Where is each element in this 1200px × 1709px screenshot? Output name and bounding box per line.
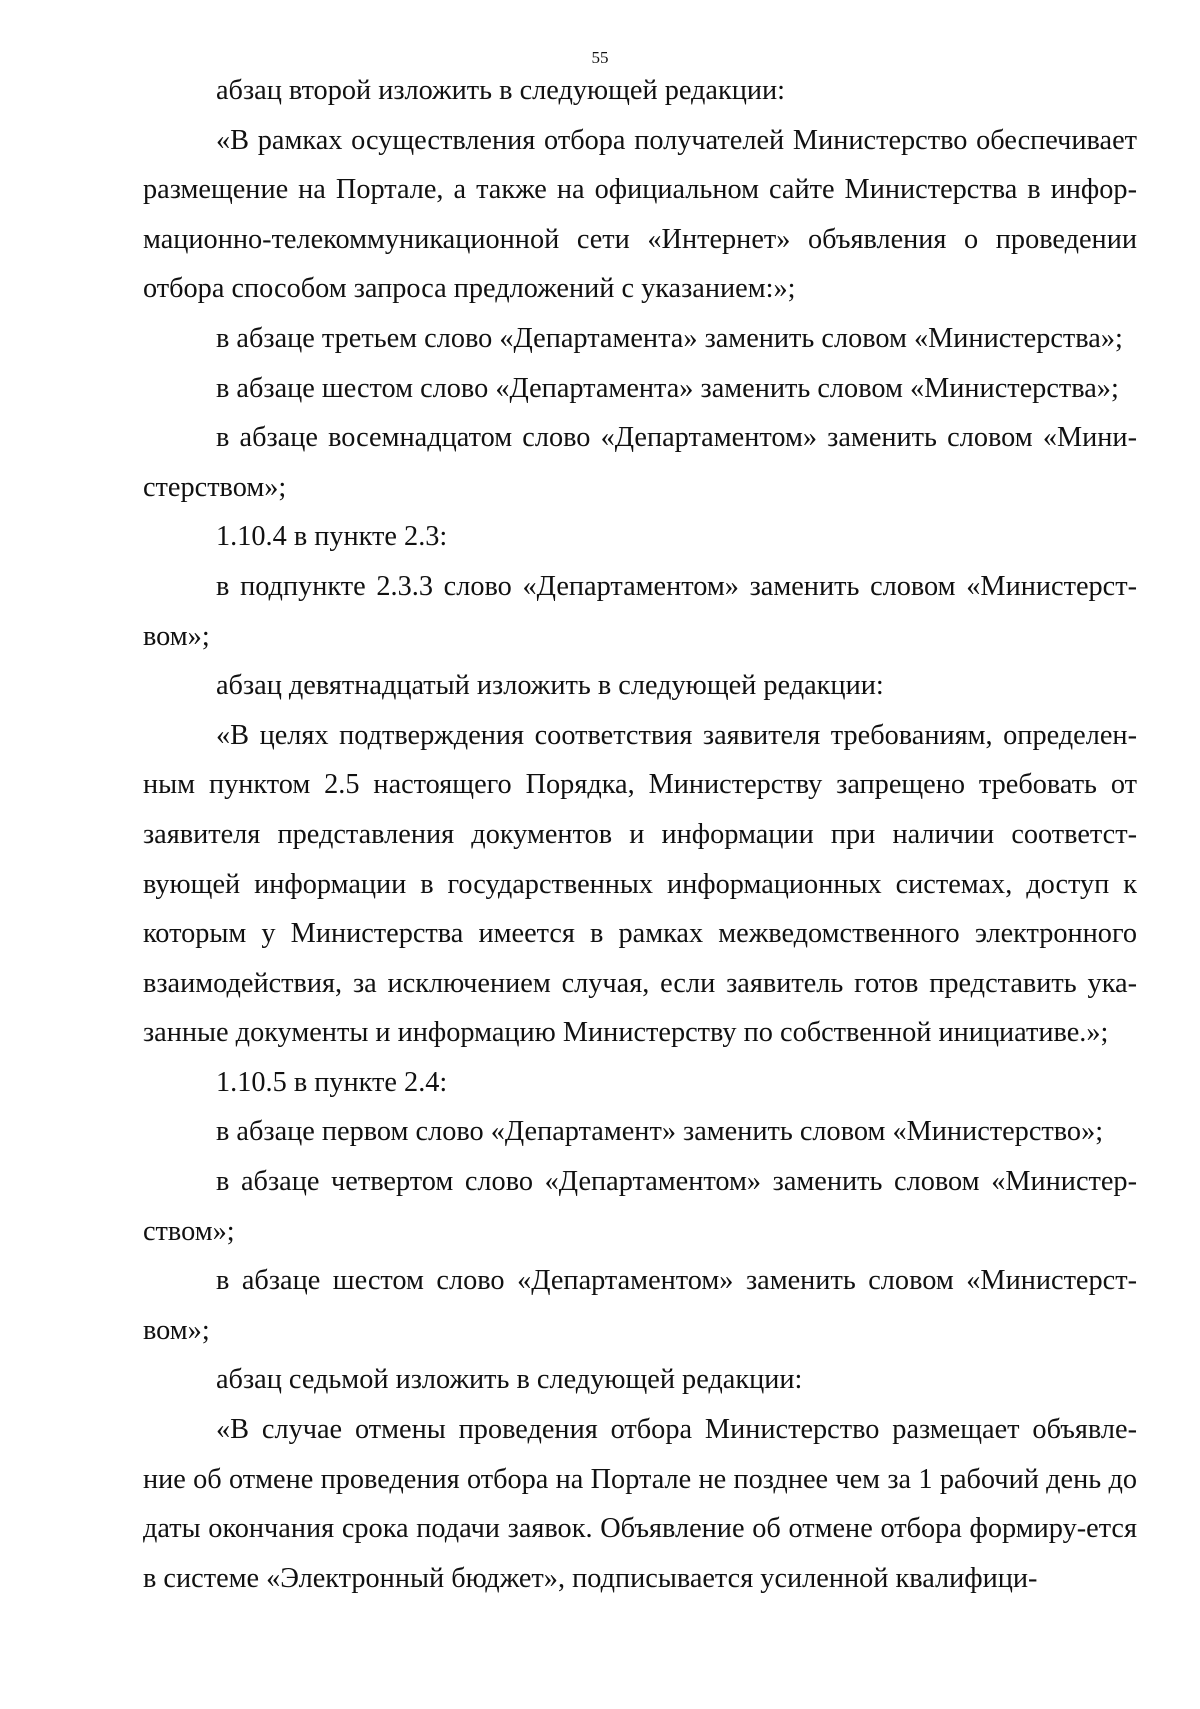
paragraph-13: в абзаце шестом слово «Департаментом» заменить словом «Министерст-вом»;: [143, 1265, 1137, 1346]
paragraph-14: абзац седьмой изложить в следующей редакции:: [216, 1364, 803, 1396]
paragraph-3: в абзаце третьем слово «Департамента» заменить словом «Министерства»;: [216, 322, 1123, 354]
paragraph-1: абзац второй изложить в следующей редакции:: [216, 75, 786, 106]
paragraph-5: в абзаце восемнадцатом слово «Департаментом» заменить словом «Мини-стерством»;: [143, 422, 1137, 503]
paragraph-8: абзац девятнадцатый изложить в следующей редакции:: [216, 670, 884, 702]
paragraph-6: 1.10.4 в пункте 2.3:: [216, 521, 448, 553]
paragraph-2: «В рамках осуществления отбора получателей Министерство обеспечивает размещение на Портале, а также на официальном сайте Министерства в инфор-мационно-телекоммуникационной сети «Интернет» объявления о проведении отбора способом запроса предложений с указанием:»;: [143, 124, 1137, 305]
paragraph-11: в абзаце первом слово «Департамент» заменить словом «Министерство»;: [216, 1116, 1104, 1148]
paragraph-7: в подпункте 2.3.3 слово «Департаментом» заменить словом «Министерст-вом»;: [143, 570, 1137, 652]
page-number: 55: [591, 48, 609, 67]
paragraph-15: «В случае отмены проведения отбора Министерство размещает объявле-ние об отмене проведения отбора на Портале не позднее чем за 1 рабочий день до даты окончания срока подачи заявок. Объявление об отмене отбора формиру-ется в системе «Электронный бюджет», подписывается усиленной квалифици-: [143, 1414, 1137, 1594]
paragraph-4: в абзаце шестом слово «Департамента» заменить словом «Министерства»;: [216, 372, 1119, 404]
paragraph-9: «В целях подтверждения соответствия заявителя требованиям, определен-ным пунктом 2.5 настоящего Порядка, Министерству запрещено требовать от заявителя представления документов и информации при наличии соответст-вующей информации в государственных информационных системах, доступ к которым у Министерства имеется в рамках межведомственного электронного взаимодействия, за исключением случая, если заявитель готов представить ука-занные документы и информацию Министерству по собственной инициативе.»;: [143, 719, 1137, 1049]
paragraph-10: 1.10.5 в пункте 2.4:: [216, 1066, 448, 1098]
document-body: [143, 66, 1137, 1603]
paragraph-12: в абзаце четвертом слово «Департаментом» заменить словом «Министер-ством»;: [143, 1166, 1137, 1247]
